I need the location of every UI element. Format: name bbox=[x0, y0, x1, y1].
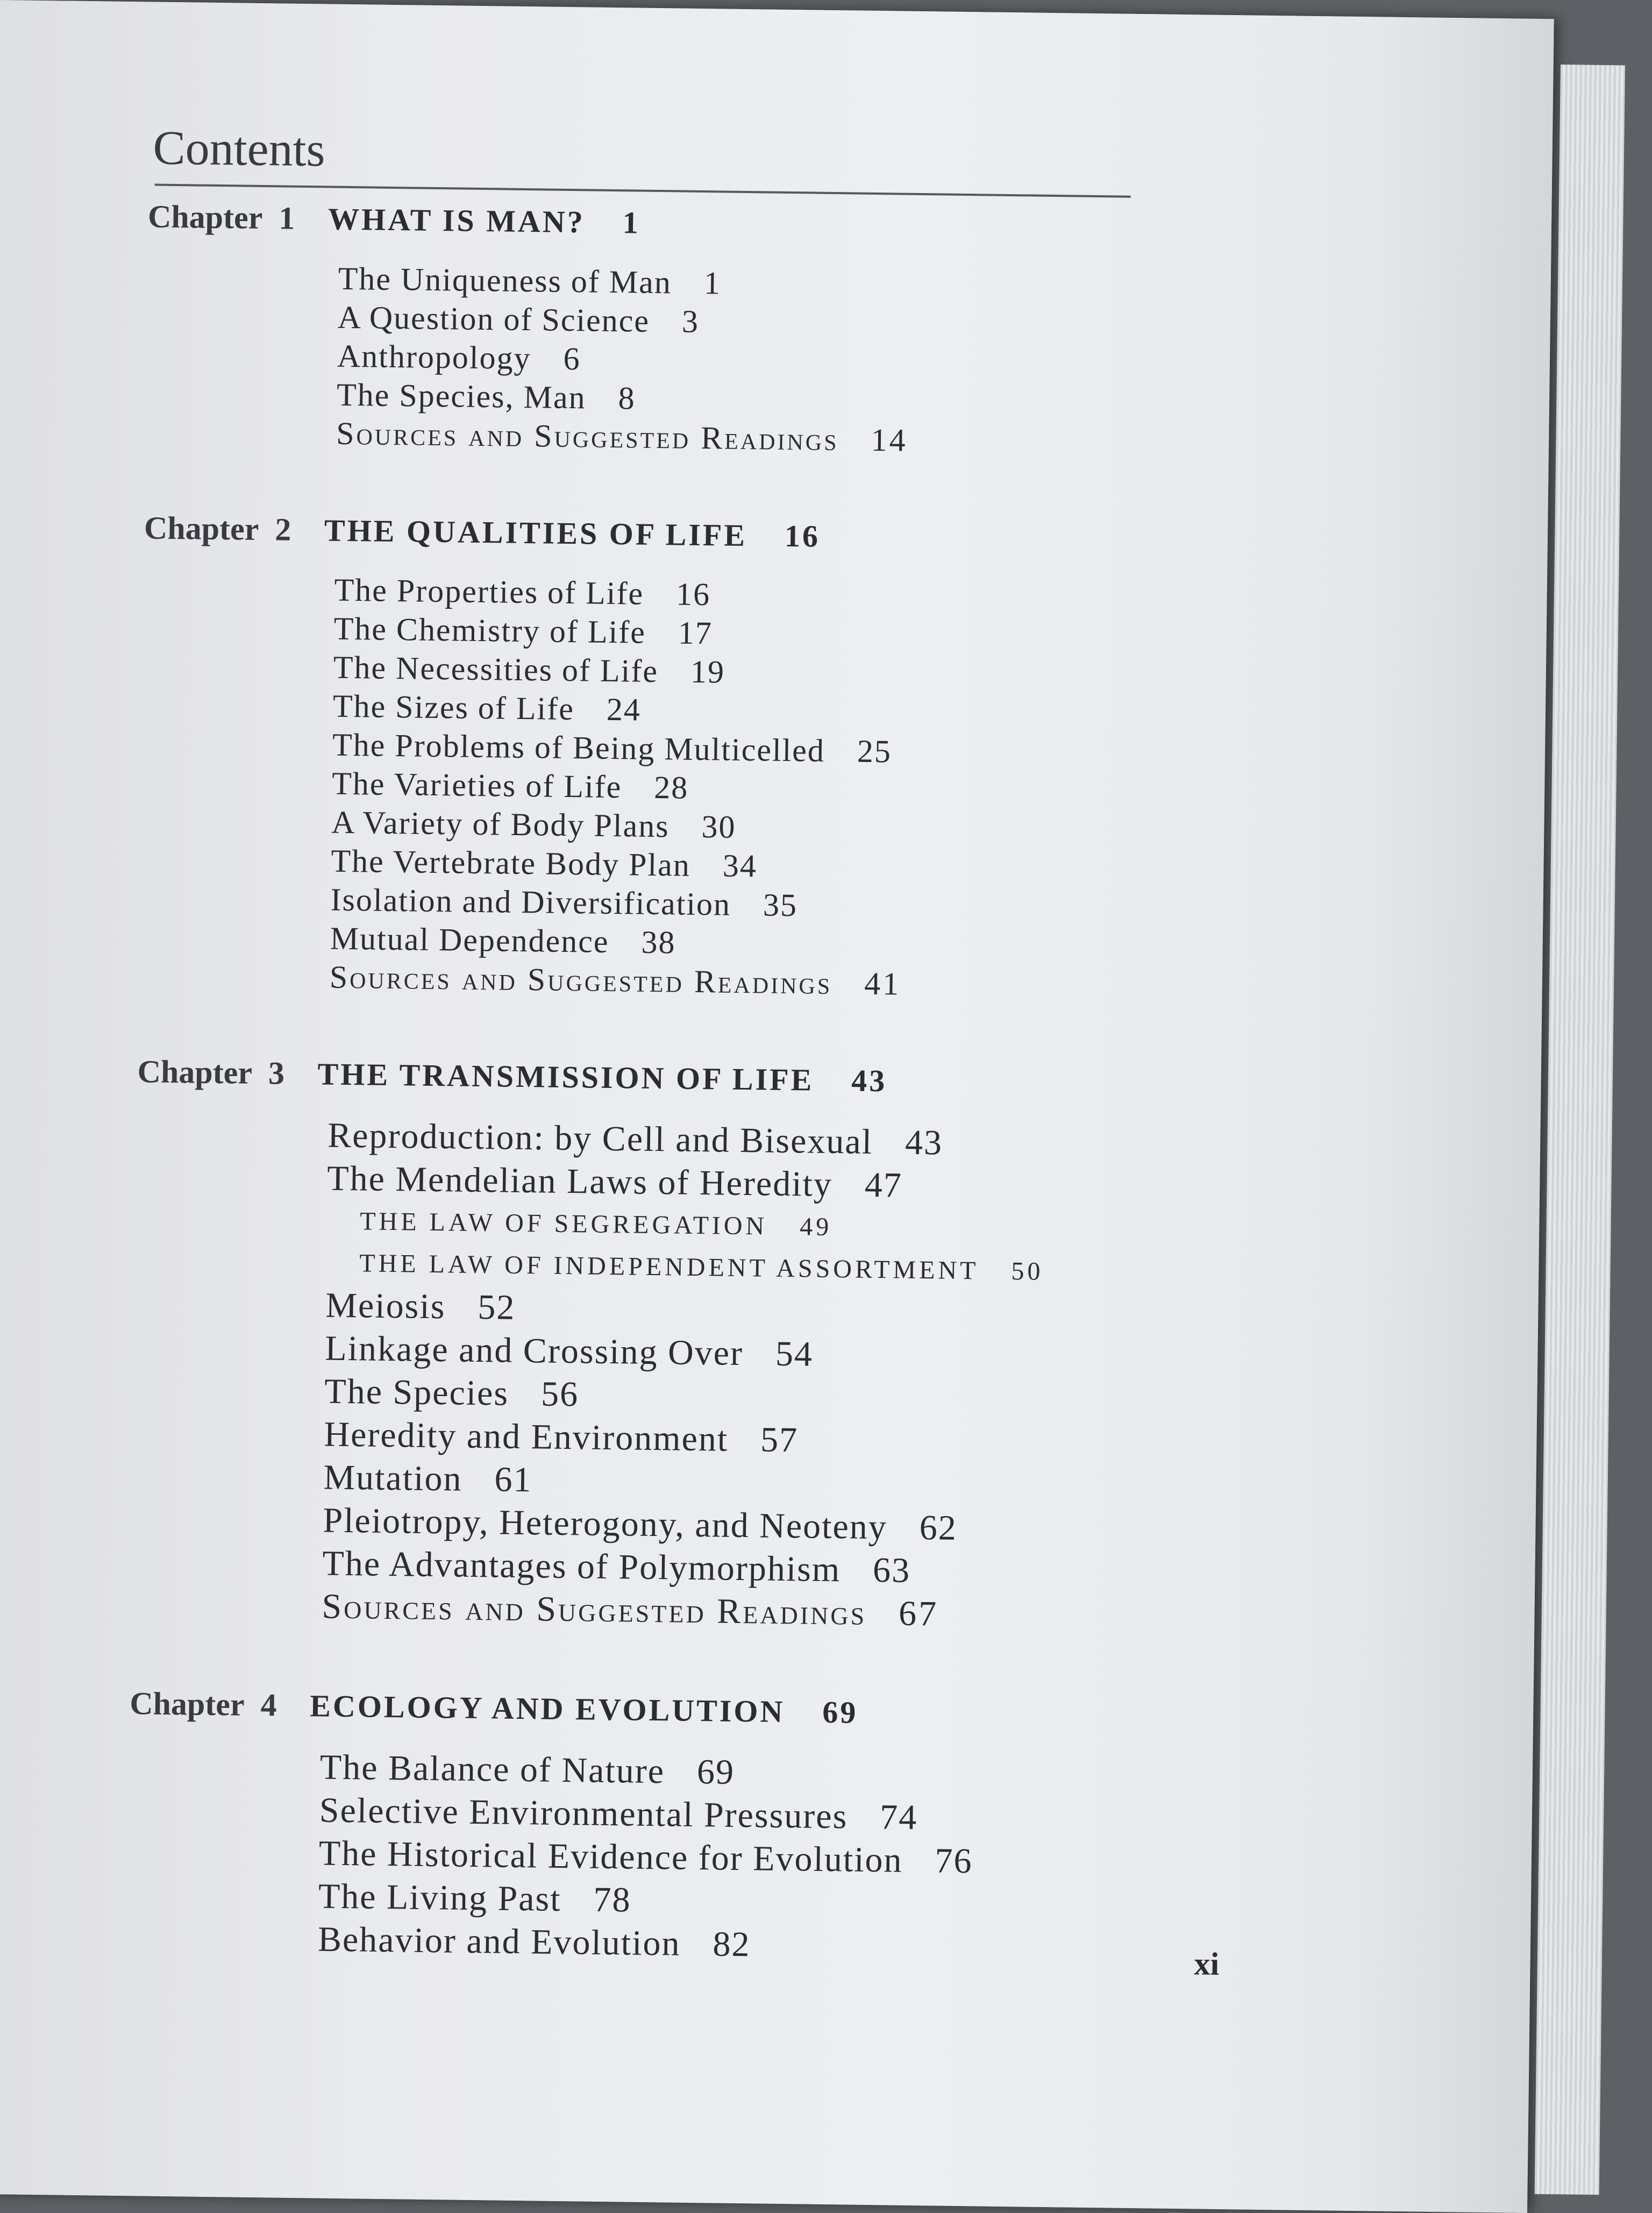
entry-title: The Vertebrate Body Plan bbox=[331, 843, 691, 883]
chapter-number: 3 bbox=[268, 1055, 285, 1091]
page-title: Contents bbox=[153, 121, 326, 177]
entry-title: A Question of Science bbox=[337, 299, 650, 339]
entry-title: The Necessities of Life bbox=[333, 649, 659, 689]
chapter-1 bbox=[145, 198, 1224, 463]
chapter-number: 1 bbox=[278, 200, 295, 236]
entry-page: 8 bbox=[618, 380, 636, 416]
entry-title: The Properties of Life bbox=[334, 572, 644, 611]
entry-title: Isolation and Diversification bbox=[330, 881, 731, 922]
entry-title: Sources and Suggested Readings bbox=[322, 1586, 867, 1633]
entry-title: The Chemistry of Life bbox=[333, 610, 646, 650]
chapter-number: 4 bbox=[260, 1687, 277, 1723]
table-of-contents bbox=[126, 120, 1224, 2031]
entry-title: THE LAW OF INDEPENDENT ASSORTMENT bbox=[359, 1249, 979, 1285]
entry-title: The Advantages of Polymorphism bbox=[322, 1543, 841, 1590]
entry-page: 17 bbox=[678, 615, 713, 651]
entry-page: 28 bbox=[653, 769, 689, 806]
entry-title: A Variety of Body Plans bbox=[331, 804, 670, 844]
entry-title: The Living Past bbox=[318, 1876, 562, 1919]
entry-page: 43 bbox=[905, 1122, 943, 1163]
entry-page: 61 bbox=[494, 1460, 532, 1500]
chapter-3 bbox=[131, 1053, 1213, 1639]
entry-title: The Problems of Being Multicelled bbox=[332, 727, 825, 768]
entry-page: 30 bbox=[701, 809, 736, 845]
entry-title: Pleiotropy, Heterogony, and Neoteny bbox=[323, 1500, 888, 1547]
entry-page: 38 bbox=[641, 924, 676, 960]
entry-title: Sources and Suggested Readings bbox=[336, 415, 839, 458]
entry-page: 74 bbox=[879, 1797, 918, 1838]
entry-title: THE LAW OF SEGREGATION bbox=[359, 1207, 768, 1241]
page-number: xi bbox=[1194, 1946, 1220, 1982]
entry-page: 6 bbox=[563, 340, 581, 377]
chapter-entries bbox=[322, 1114, 1213, 1639]
entry-title: Mutual Dependence bbox=[330, 920, 609, 959]
chapter-heading bbox=[148, 198, 1224, 248]
entry-title: Selective Environmental Pressures bbox=[319, 1790, 848, 1837]
chapter-title: THE TRANSMISSION OF LIFE bbox=[317, 1056, 814, 1098]
chapter-entries bbox=[329, 571, 1219, 1007]
heading-rule bbox=[155, 184, 1131, 198]
chapter-4 bbox=[127, 1685, 1206, 1972]
entry-title: The Species bbox=[324, 1371, 509, 1413]
chapter-page-number: 69 bbox=[822, 1694, 858, 1730]
entry-page: 76 bbox=[935, 1841, 973, 1881]
entry-title: Reproduction: by Cell and Bisexual bbox=[327, 1115, 873, 1162]
entry-page: 49 bbox=[799, 1212, 832, 1242]
chapter-entries bbox=[317, 1746, 1205, 1972]
entry-page: 56 bbox=[540, 1374, 579, 1414]
entry-title: Heredity and Environment bbox=[324, 1414, 729, 1459]
chapter-label bbox=[130, 1685, 310, 1724]
entry-title: Anthropology bbox=[337, 338, 531, 376]
entry-title: Behavior and Evolution bbox=[317, 1919, 681, 1963]
chapter-heading bbox=[144, 509, 1220, 559]
entry-title: The Varieties of Life bbox=[331, 765, 622, 805]
entry-page: 16 bbox=[675, 576, 711, 613]
entry-page: 35 bbox=[763, 887, 798, 923]
entry-page: 82 bbox=[713, 1924, 751, 1965]
chapter-entries bbox=[336, 259, 1223, 464]
chapter-page-number: 16 bbox=[784, 518, 821, 554]
chapter-word: Chapter bbox=[147, 198, 263, 236]
entry-title: The Historical Evidence for Evolution bbox=[318, 1833, 903, 1880]
chapter-number: 2 bbox=[274, 511, 291, 547]
entry-page: 14 bbox=[871, 422, 908, 458]
entry-title: Sources and Suggested Readings bbox=[329, 959, 832, 1001]
entry-page: 3 bbox=[681, 303, 700, 339]
entry-page: 47 bbox=[864, 1165, 903, 1205]
entry-page: 25 bbox=[857, 733, 892, 770]
entry-title: The Sizes of Life bbox=[332, 688, 575, 727]
entry-page: 69 bbox=[696, 1752, 735, 1792]
entry-title: Linkage and Crossing Over bbox=[324, 1328, 744, 1374]
entry-page: 50 bbox=[1011, 1257, 1044, 1286]
chapter-title: THE QUALITIES OF LIFE bbox=[324, 513, 747, 553]
entry-page: 19 bbox=[690, 653, 725, 690]
entry-title: The Species, Man bbox=[336, 376, 586, 416]
chapter-word: Chapter bbox=[137, 1054, 253, 1091]
entry-title: The Uniqueness of Man bbox=[338, 260, 672, 301]
chapter-title: WHAT IS MAN? bbox=[327, 201, 586, 240]
entry-page: 57 bbox=[760, 1420, 799, 1460]
entry-title: The Mendelian Laws of Heredity bbox=[326, 1158, 833, 1205]
chapter-word: Chapter bbox=[129, 1685, 245, 1723]
entry-page: 67 bbox=[898, 1593, 939, 1634]
entry-page: 78 bbox=[593, 1880, 631, 1920]
entry-page: 63 bbox=[872, 1550, 911, 1590]
entry-page: 62 bbox=[919, 1508, 958, 1548]
entry-page: 34 bbox=[722, 848, 758, 884]
entry-title: Mutation bbox=[323, 1457, 462, 1499]
chapter-page-number: 43 bbox=[851, 1063, 887, 1099]
chapter-label bbox=[148, 198, 329, 237]
chapter-title: ECOLOGY AND EVOLUTION bbox=[309, 1688, 785, 1730]
entry-title: The Balance of Nature bbox=[319, 1747, 665, 1791]
chapter-label bbox=[144, 509, 325, 549]
chapter-heading bbox=[137, 1053, 1213, 1103]
entry-page: 54 bbox=[775, 1334, 814, 1374]
entry-page: 52 bbox=[477, 1287, 516, 1327]
chapter-page-number: 1 bbox=[622, 205, 641, 240]
entry-title: Meiosis bbox=[325, 1285, 446, 1327]
chapter-label bbox=[137, 1053, 318, 1092]
chapter-2 bbox=[138, 509, 1220, 1007]
entry-page: 24 bbox=[606, 691, 642, 728]
entry-page: 41 bbox=[864, 965, 901, 1002]
entry-page: 1 bbox=[703, 265, 722, 301]
chapter-word: Chapter bbox=[144, 510, 259, 547]
chapter-heading bbox=[130, 1685, 1206, 1735]
